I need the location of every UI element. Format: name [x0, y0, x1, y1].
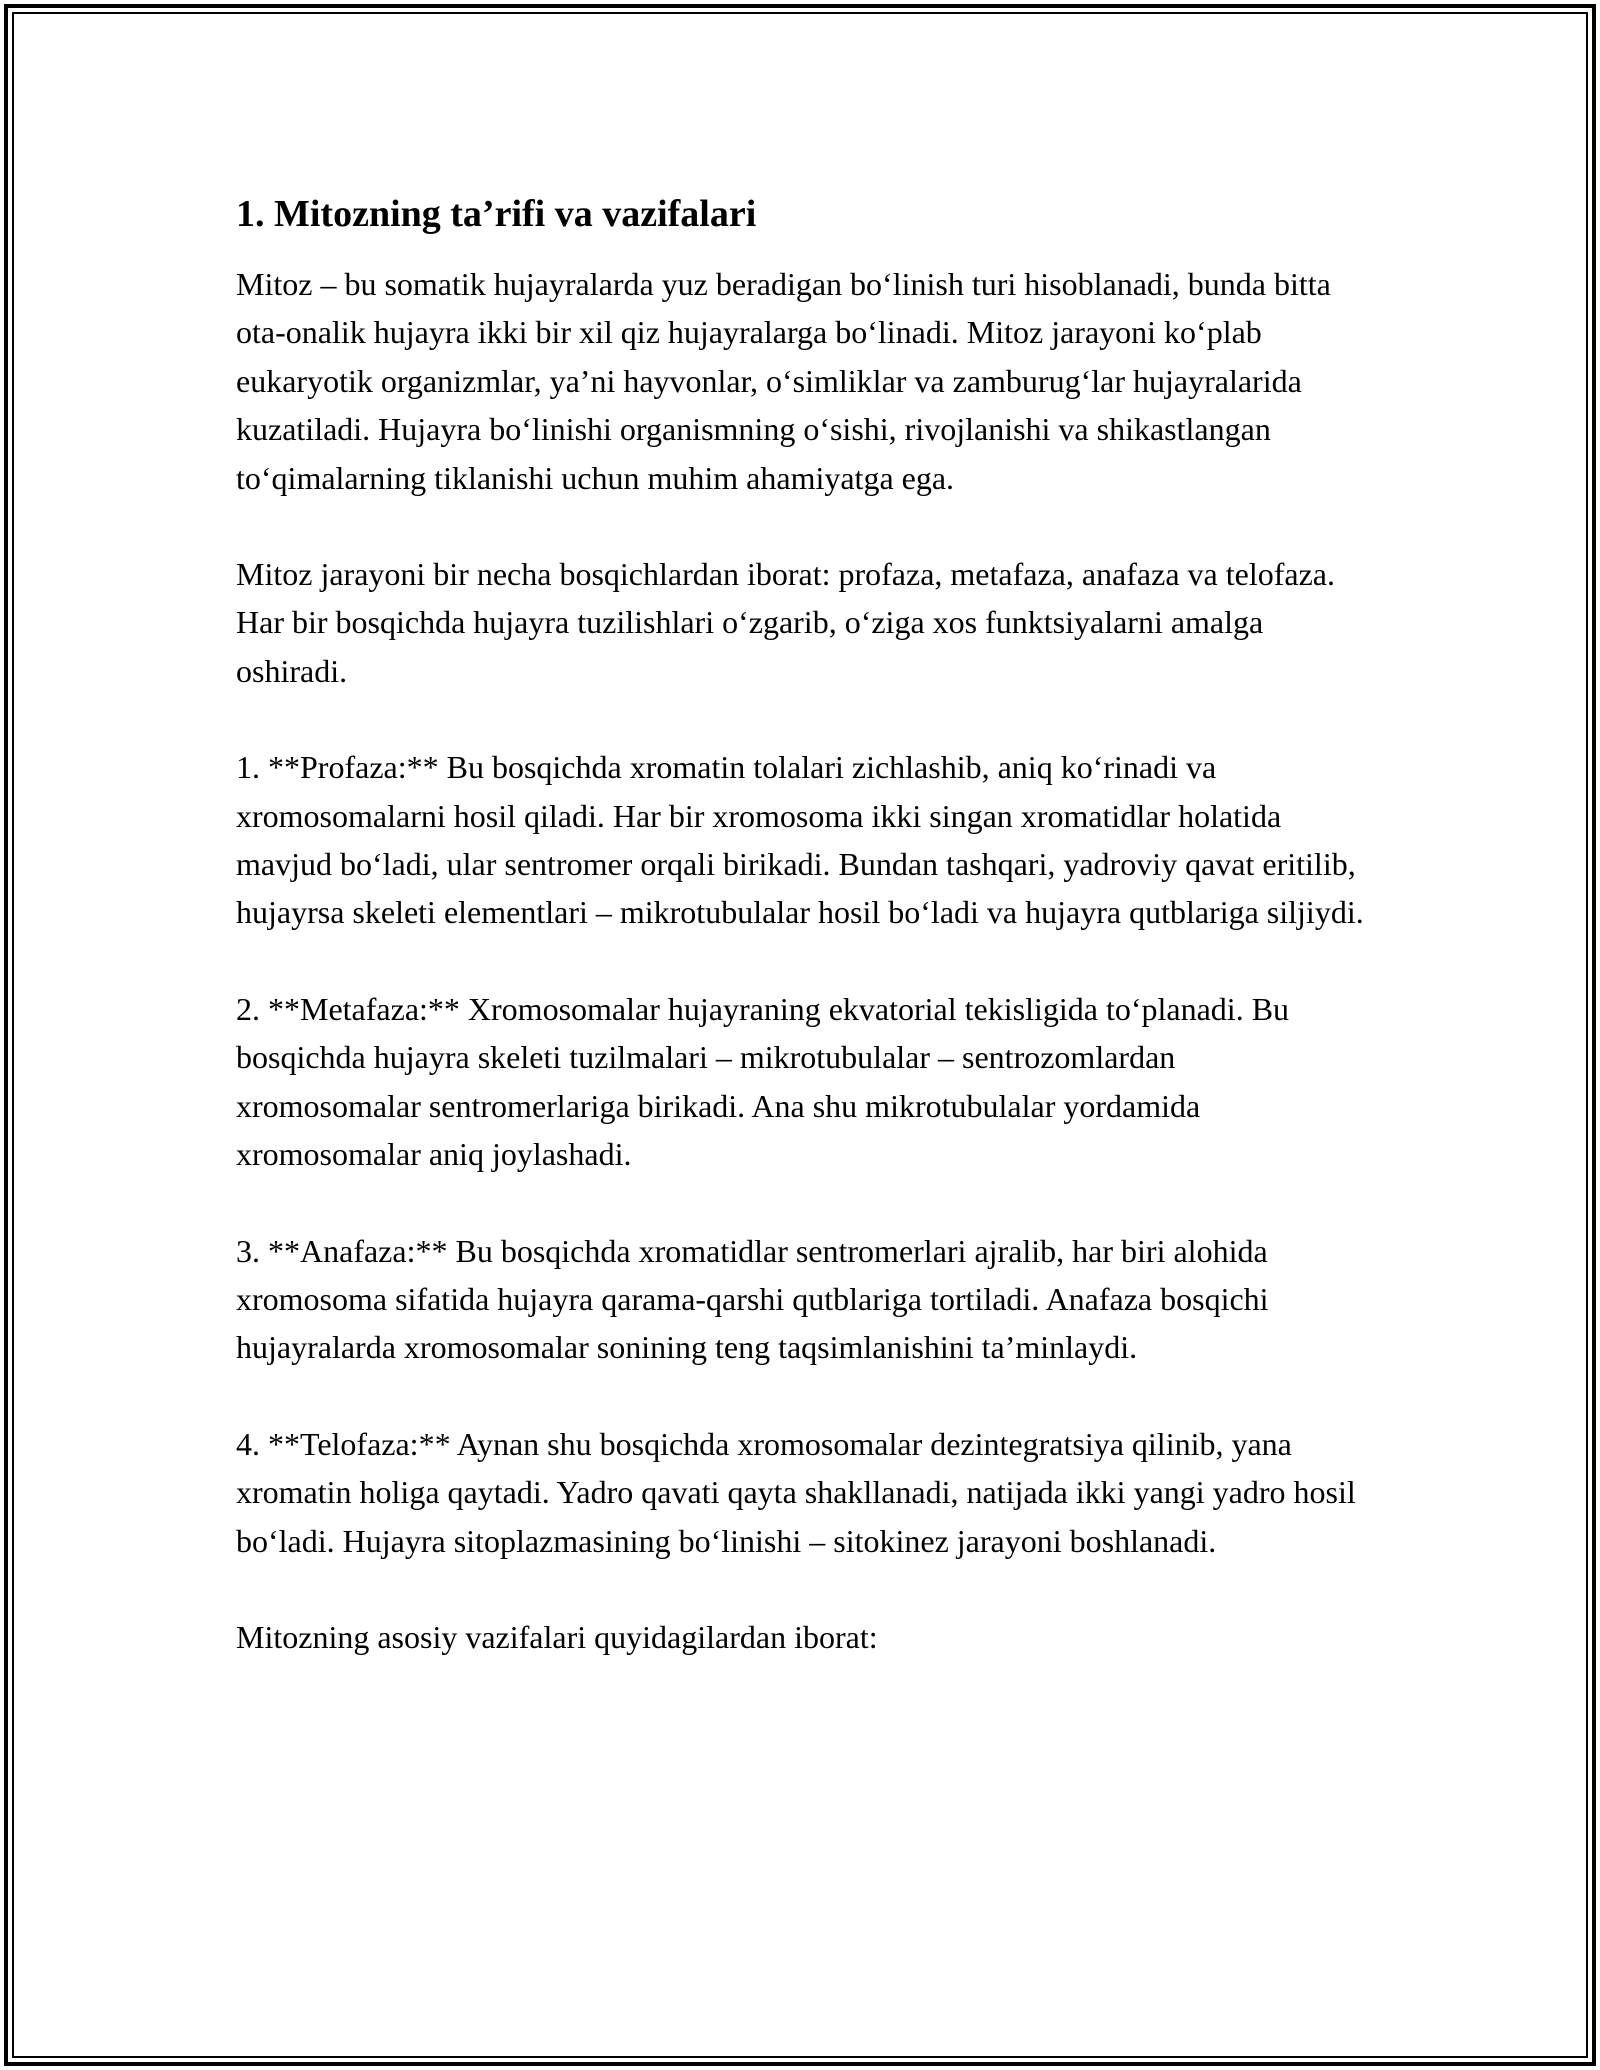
document-body [236, 188, 1366, 1661]
paragraph-phases-overview: Mitoz jarayoni bir necha bosqichlardan iborat: profaza, metafaza, anafaza va telofaza. Har bir bosqichda hujayra tuzilishlari o‘zgarib, o‘ziga xos funktsiyalarni amalga oshiradi. [236, 556, 1335, 689]
paragraph-intro: Mitoz – bu somatik hujayralarda yuz beradigan bo‘linish turi hisoblanadi, bunda bitta ota-onalik hujayra ikki bir xil qiz hujayralarga bo‘linadi. Mitoz jarayoni ko‘plab eukaryotik organizmlar, ya’ni hayvonlar, o‘simliklar va zamburug‘lar hujayralarida kuzatiladi. Hujayra bo‘linishi organismning o‘sishi, rivojlanishi va shikastlangan to‘qimalarning tiklanishi uchun muhim ahamiyatga ega. [236, 266, 1331, 496]
paragraph-prophase: 1. **Profaza:** Bu bosqichda xromatin tolalari zichlashib, aniq ko‘rinadi va xromosomalarni hosil qiladi. Har bir xromosoma ikki singan xromatidlar holatida mavjud bo‘ladi, ular sentromer orqali birikadi. Bundan tashqari, yadroviy qavat eritilib, hujayrsa skeleti elementlari – mikrotubulalar hosil bo‘ladi va hujayra qutblariga siljiydi. [236, 749, 1364, 931]
paragraph-telophase: 4. **Telofaza:** Aynan shu bosqichda xromosomalar dezintegratsiya qilinib, yana xromatin holiga qaytadi. Yadro qavati qayta shakllanadi, natijada ikki yangi yadro hosil bo‘ladi. Hujayra sitoplazmasining bo‘linishi – sitokinez jarayoni boshlanadi. [236, 1425, 1356, 1559]
paragraph-anaphase: 3. **Anafaza:** Bu bosqichda xromatidlar sentromerlari ajralib, har biri alohida xromosoma sifatida hujayra qarama-qarshi qutblariga tortiladi. Anafaza bosqichi hujayralarda xromosomalar sonining teng taqsimlanishini ta’minlaydi. [236, 1232, 1269, 1366]
paragraph-functions-intro: Mitozning asosiy vazifalari quyidagilardan iborat: [236, 1618, 878, 1655]
paragraph-metaphase: 2. **Metafaza:** Xromosomalar hujayraning ekvatorial tekisligida to‘planadi. Bu bosqichda hujayra skeleti tuzilmalari – mikrotubulalar – sentrozomlardan xromosomalar sentromerlariga birikadi. Ana shu mikrotubulalar yordamida xromosomalar aniq joylashadi. [236, 990, 1290, 1173]
page-title: 1. Mitozning ta’rifi va vazifalari [236, 193, 757, 235]
